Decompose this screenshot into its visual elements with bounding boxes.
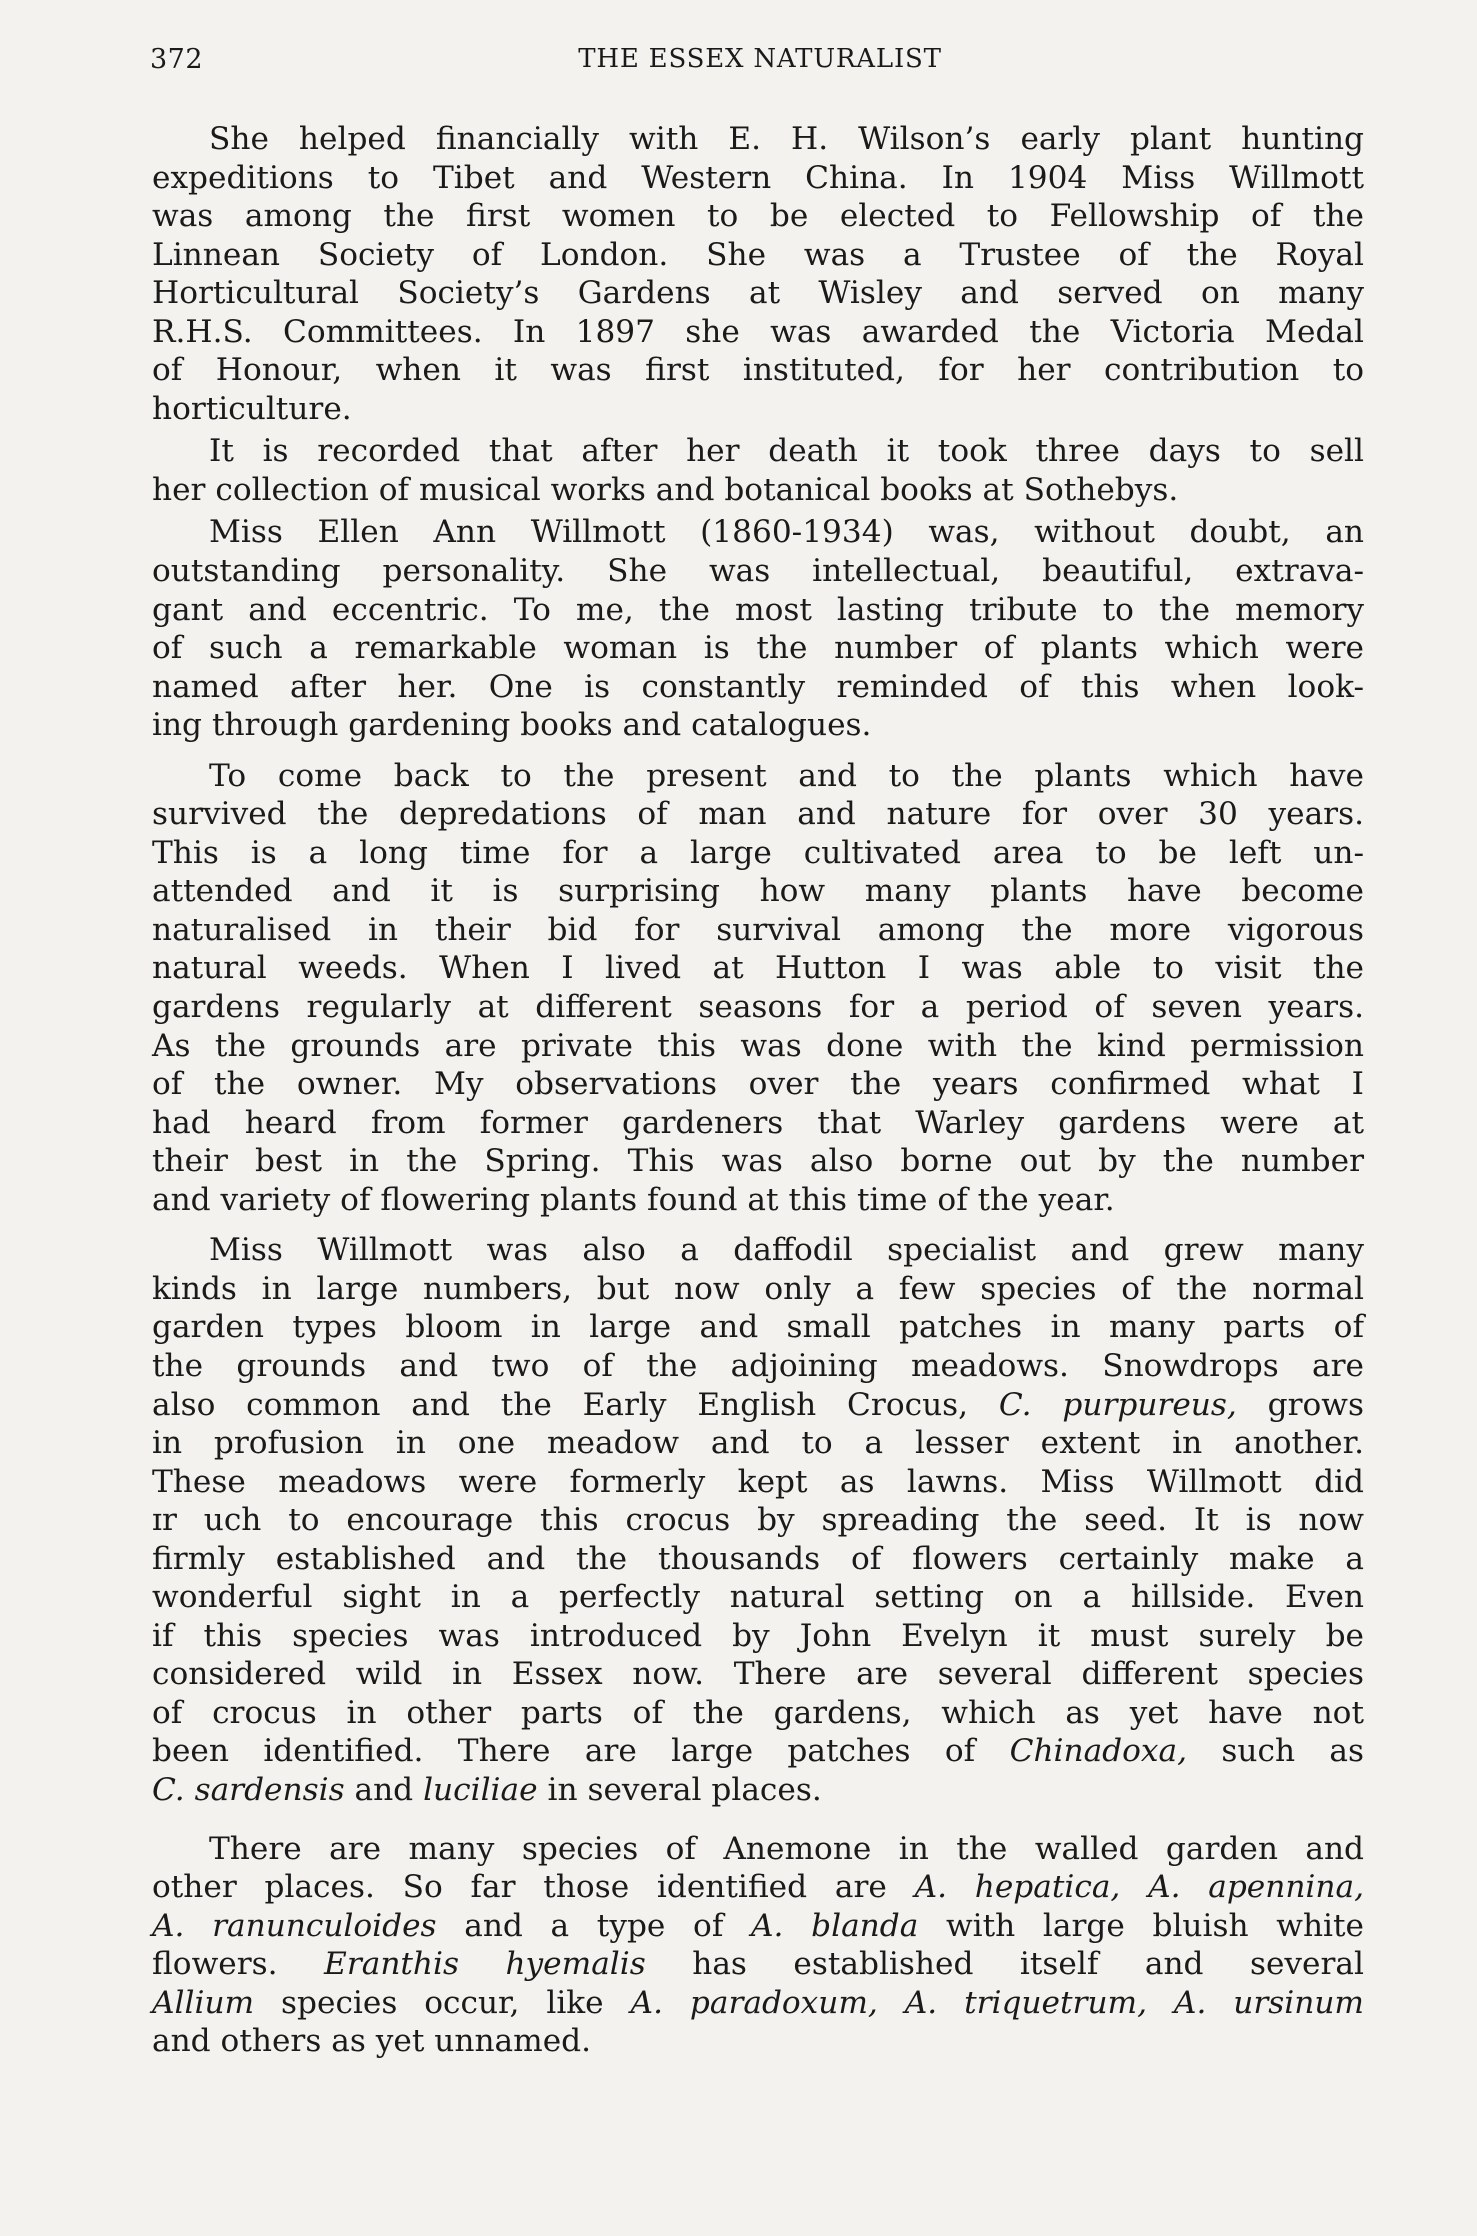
text-line: and variety of flowering plants found at this time of the year. [152,1181,1115,1218]
text-line: expeditions to Tibet and Western China. In 1904 Miss Willmott [152,159,1364,196]
text-line: outstanding personality. She was intellectual, beautiful, extrava- [152,553,1364,590]
text-line: Allium species occur, like A. paradoxum, A. triquetrum, A. ursinum [152,1984,1364,2021]
text-line: ing through gardening books and catalogues. [152,707,872,744]
text-line: in profusion in one meadow and to a lesser extent in another. [152,1425,1364,1462]
text-line: named after her. One is constantly reminded of this when look- [152,668,1364,705]
paragraph [152,120,1364,428]
text-line: It is recorded that after her death it took three days to sell [209,433,1364,470]
text-line: attended and it is surprising how many plants have become [152,873,1364,910]
running-head: THE ESSEX NATURALIST [578,44,942,74]
text-line: C. sardensis and luciliae in several places. [152,1771,822,1808]
text-line: was among the first women to be elected to Fellowship of the [152,198,1364,235]
text-line: A. ranunculoides and a type of A. blanda with large bluish white [152,1907,1364,1944]
text-line: Linnean Society of London. She was a Trustee of the Royal [152,236,1364,273]
text-line: of Honour, when it was first instituted, for her contribution to [152,352,1364,389]
text-line: wonderful sight in a perfectly natural setting on a hillside. Even [152,1579,1364,1616]
text-line: considered wild in Essex now. There are several different species [152,1656,1364,1693]
paragraph [152,513,1364,744]
text-line: their best in the Spring. This was also borne out by the number [152,1143,1364,1180]
text-line: and others as yet unnamed. [152,2023,592,2060]
text-line: been identified. There are large patches of Chinadoxa, such as [152,1733,1364,1770]
text-line: To come back to the present and to the plants which have [209,757,1364,794]
text-line: gardens regularly at different seasons for a period of seven years. [152,989,1364,1026]
text-line: also common and the Early English Crocus, C. purpureus, grows [152,1386,1364,1423]
body-text [152,120,1364,2061]
text-line: the grounds and two of the adjoining meadows. Snowdrops are [152,1347,1364,1384]
text-line: her collection of musical works and botanical books at Sothebys. [152,471,1179,508]
text-line: gant and eccentric. To me, the most lasting tribute to the memory [152,591,1364,628]
text-line: Miss Ellen Ann Willmott (1860-1934) was, without doubt, an [209,514,1364,551]
paragraph [152,1830,1364,2061]
text-line: of crocus in other parts of the gardens, which as yet have not [152,1694,1364,1731]
page-header [150,44,1370,84]
text-line: flowers. Eranthis hyemalis has established itself and several [152,1946,1364,1983]
text-line: There are many species of Anemone in the walled garden and [209,1830,1364,1867]
text-line: kinds in large numbers, but now only a few species of the normal [152,1270,1364,1307]
text-line: other places. So far those identified are A. hepatica, A. apennina, [152,1869,1365,1906]
text-line: horticulture. [152,390,352,427]
text-line: of such a remarkable woman is the number of plants which were [152,630,1364,667]
paragraph [152,432,1364,509]
text-line: As the grounds are private this was done with the kind permission [152,1027,1364,1064]
text-line: natural weeds. When I lived at Hutton I was able to visit the [152,950,1364,987]
page-number: 372 [150,44,204,75]
text-line: of the owner. My observations over the years confirmed what I [152,1066,1364,1103]
text-line: naturalised in their bid for survival among the more vigorous [152,911,1364,948]
text-line: Miss Willmott was also a daffodil specialist and grew many [209,1232,1364,1269]
text-line: R.H.S. Committees. In 1897 she was awarded the Victoria Medal [152,313,1364,350]
paragraph [152,1231,1364,1809]
text-line: if this species was introduced by John Evelyn it must surely be [152,1617,1364,1654]
text-line: firmly established and the thousands of flowers certainly make a [152,1540,1364,1577]
text-line: garden types bloom in large and small patches in many parts of [152,1309,1364,1346]
text-line: survived the depredations of man and nature for over 30 years. [152,796,1364,833]
text-line: had heard from former gardeners that Warley gardens were at [152,1104,1364,1141]
text-line: ɪr uch to encourage this crocus by spreading the seed. It is now [152,1502,1364,1539]
text-line: She helped financially with E. H. Wilson’s early plant hunting [209,121,1364,157]
paragraph [152,757,1364,1220]
text-line: Horticultural Society’s Gardens at Wisley and served on many [152,275,1364,312]
text-line: This is a long time for a large cultivated area to be left un- [152,834,1364,871]
text-line: These meadows were formerly kept as lawns. Miss Willmott did [152,1463,1364,1500]
